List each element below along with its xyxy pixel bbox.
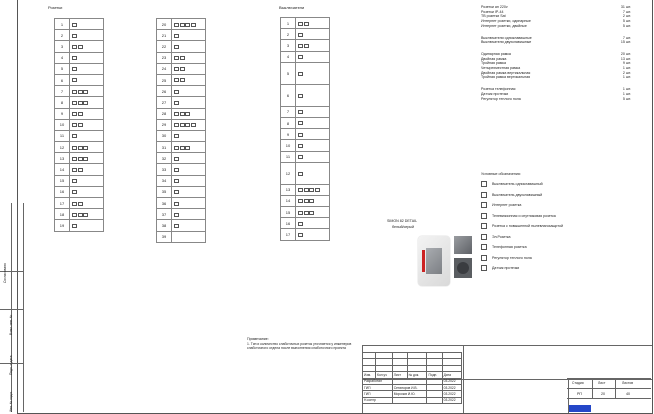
table-row bbox=[281, 184, 330, 195]
table-row bbox=[281, 62, 330, 84]
socket-symbol-icon bbox=[296, 140, 330, 151]
product-socket-image bbox=[454, 258, 472, 278]
table-row bbox=[55, 63, 104, 74]
table-row bbox=[55, 119, 104, 130]
socket-symbol-icon bbox=[172, 119, 206, 130]
side-stamp bbox=[0, 203, 24, 412]
socket-symbol-icon bbox=[70, 130, 104, 141]
summary-item-value: 9 шт. bbox=[622, 61, 631, 66]
socket-symbol-icon bbox=[70, 52, 104, 63]
socket-symbol-icon bbox=[172, 41, 206, 52]
legend-item-label: Эл.Розетка bbox=[492, 234, 511, 239]
product-color: белый/серый bbox=[392, 225, 414, 229]
table-row bbox=[281, 51, 330, 62]
table-row bbox=[281, 106, 330, 117]
socket-symbol-icon bbox=[70, 142, 104, 153]
row-number: 9 bbox=[55, 108, 70, 119]
table-row bbox=[157, 52, 206, 63]
row-number: 6 bbox=[55, 74, 70, 85]
row-number: 37 bbox=[157, 209, 172, 220]
notes-title: Примечание: bbox=[247, 337, 269, 341]
summary-item-label: Регулятор теплого пола bbox=[481, 96, 521, 101]
summary-item-label: Тройная рамка bbox=[481, 61, 507, 66]
legend-item-label: Розетка с повышенной пылевлагозащитой bbox=[492, 224, 564, 228]
socket-symbol-icon bbox=[172, 231, 206, 242]
legend-item-label: Выключатель одноклавишный bbox=[492, 182, 543, 186]
legend-item-label: Датчик протечки bbox=[492, 266, 520, 270]
phone-socket-icon bbox=[481, 244, 487, 250]
switch-2-icon bbox=[481, 192, 487, 198]
socket-symbol-icon bbox=[296, 184, 330, 195]
socket-symbol-icon bbox=[172, 30, 206, 41]
table-row bbox=[55, 41, 104, 52]
stamp-signature bbox=[427, 397, 442, 403]
summary-item-value: 5 шт. bbox=[622, 19, 631, 24]
socket-symbol-icon bbox=[70, 175, 104, 186]
table-row bbox=[281, 195, 330, 206]
socket-symbol-icon bbox=[296, 62, 330, 84]
product-key-image bbox=[454, 236, 472, 254]
legend-item-label: Телефонная розетка bbox=[492, 245, 527, 249]
table-row bbox=[157, 142, 206, 153]
table-row bbox=[55, 19, 104, 30]
legend-item-label: Интернет розетка bbox=[492, 203, 522, 207]
stamp-header: Лист bbox=[392, 372, 407, 378]
table-row bbox=[157, 209, 206, 220]
row-number: 8 bbox=[281, 117, 296, 128]
table-row bbox=[281, 162, 330, 184]
row-number: 6 bbox=[281, 84, 296, 106]
socket-symbol-icon bbox=[296, 84, 330, 106]
table-row bbox=[157, 97, 206, 108]
sockets-table-right bbox=[156, 18, 206, 243]
legend-item-label: Регулятор теплого пола bbox=[492, 255, 532, 260]
table-row bbox=[55, 198, 104, 209]
socket-symbol-icon bbox=[70, 30, 104, 41]
socket-symbol-icon bbox=[70, 119, 104, 130]
row-number: 17 bbox=[281, 229, 296, 240]
power-socket-icon bbox=[481, 234, 487, 240]
summary-item-label: Розетки ап 220v bbox=[481, 5, 508, 9]
summary-item-value: 7 шт. bbox=[622, 9, 631, 14]
row-number: 12 bbox=[55, 142, 70, 153]
sockets-title: Розетки bbox=[48, 5, 63, 10]
socket-symbol-icon bbox=[296, 106, 330, 117]
switch-1-icon bbox=[481, 181, 487, 187]
table-row bbox=[55, 220, 104, 231]
internet-socket-icon bbox=[481, 202, 487, 208]
product-name: SIMON 82 DETAIL bbox=[387, 219, 418, 223]
table-row bbox=[281, 117, 330, 128]
table-row bbox=[157, 153, 206, 164]
row-number: 9 bbox=[281, 129, 296, 140]
table-row bbox=[157, 175, 206, 186]
table-row bbox=[157, 186, 206, 197]
table-row bbox=[55, 52, 104, 63]
stamp-role: ГИП bbox=[363, 391, 393, 397]
summary-item-value: 1 шт. bbox=[622, 87, 631, 92]
table-row bbox=[55, 108, 104, 119]
stamp-name: Морозов И.Ю. bbox=[392, 391, 427, 397]
stamp-date: 03.2022 bbox=[442, 378, 461, 384]
row-number: 21 bbox=[157, 30, 172, 41]
summary-item bbox=[481, 24, 631, 29]
table-row bbox=[55, 30, 104, 41]
switches-table bbox=[280, 17, 330, 241]
row-number: 31 bbox=[157, 142, 172, 153]
table-row bbox=[281, 151, 330, 162]
summary-item-label: Двойная рамка вертикальная bbox=[481, 70, 531, 75]
socket-symbol-icon bbox=[296, 18, 330, 29]
socket-symbol-icon bbox=[70, 63, 104, 74]
table-row bbox=[157, 231, 206, 242]
side-stamp-orig: Инв. № подл. bbox=[9, 391, 13, 412]
row-number: 32 bbox=[157, 153, 172, 164]
socket-symbol-icon bbox=[70, 74, 104, 85]
socket-symbol-icon bbox=[70, 186, 104, 197]
table-row bbox=[55, 186, 104, 197]
socket-symbol-icon bbox=[172, 186, 206, 197]
table-row bbox=[281, 218, 330, 229]
row-number: 8 bbox=[55, 97, 70, 108]
row-number: 4 bbox=[281, 51, 296, 62]
socket-symbol-icon bbox=[172, 175, 206, 186]
table-row bbox=[157, 119, 206, 130]
socket-symbol-icon bbox=[172, 19, 206, 30]
socket-symbol-icon bbox=[70, 209, 104, 220]
stage-value: РП bbox=[577, 392, 582, 396]
socket-symbol-icon bbox=[70, 108, 104, 119]
summary-item-value: 5 шт. bbox=[622, 23, 631, 28]
socket-symbol-icon bbox=[70, 198, 104, 209]
summary-item-value: 1 шт. bbox=[622, 75, 631, 80]
table-row bbox=[55, 209, 104, 220]
table-row bbox=[55, 142, 104, 153]
socket-symbol-icon bbox=[70, 19, 104, 30]
table-row bbox=[55, 86, 104, 97]
summary-item bbox=[481, 40, 631, 45]
row-number: 26 bbox=[157, 86, 172, 97]
stamp-name: Сенаторов И.В. bbox=[392, 384, 427, 390]
legend-item-label: Телевизионная и спутниковая розетка bbox=[492, 213, 556, 218]
row-number: 13 bbox=[55, 153, 70, 164]
socket-symbol-icon bbox=[70, 86, 104, 97]
table-row bbox=[281, 207, 330, 218]
row-number: 28 bbox=[157, 108, 172, 119]
row-number: 16 bbox=[55, 186, 70, 197]
row-number: 1 bbox=[281, 18, 296, 29]
summary-item-value: 1 шт. bbox=[622, 91, 631, 96]
row-number: 39 bbox=[157, 231, 172, 242]
row-number: 2 bbox=[281, 29, 296, 40]
summary-item-value: 15 шт. bbox=[620, 40, 631, 45]
summary-item-label: Датчик протечки bbox=[481, 91, 509, 96]
table-row bbox=[281, 29, 330, 40]
table-row bbox=[55, 74, 104, 85]
table-row bbox=[157, 86, 206, 97]
sheet-label: Лист bbox=[598, 381, 606, 385]
row-number: 2 bbox=[55, 30, 70, 41]
table-row bbox=[55, 153, 104, 164]
ip44-socket-icon bbox=[481, 223, 487, 229]
table-row bbox=[55, 164, 104, 175]
row-number: 22 bbox=[157, 41, 172, 52]
table-row bbox=[157, 30, 206, 41]
socket-symbol-icon bbox=[296, 218, 330, 229]
table-row bbox=[281, 84, 330, 106]
stamp-role: Н.контр bbox=[363, 397, 393, 403]
socket-symbol-icon bbox=[172, 209, 206, 220]
table-row bbox=[55, 97, 104, 108]
title-block-signatures bbox=[362, 352, 462, 404]
tv-socket-icon bbox=[481, 213, 487, 219]
row-number: 7 bbox=[281, 106, 296, 117]
row-number: 36 bbox=[157, 198, 172, 209]
socket-symbol-icon bbox=[70, 164, 104, 175]
socket-symbol-icon bbox=[296, 229, 330, 240]
row-number: 14 bbox=[55, 164, 70, 175]
summary-item-value: 20 шт. bbox=[620, 51, 631, 56]
table-row bbox=[157, 164, 206, 175]
table-row bbox=[281, 40, 330, 51]
socket-symbol-icon bbox=[296, 207, 330, 218]
table-row bbox=[281, 129, 330, 140]
table-row bbox=[157, 108, 206, 119]
summary-item-label: ТВ розетки Sat bbox=[481, 14, 506, 19]
table-row bbox=[157, 74, 206, 85]
table-row bbox=[157, 130, 206, 141]
side-stamp-agreed: Согласовано bbox=[3, 263, 7, 283]
stamp-header: Изм. bbox=[363, 372, 376, 378]
row-number: 15 bbox=[55, 175, 70, 186]
summary-item-label: Интернет розетки, одинарные bbox=[481, 19, 531, 24]
sockets-table-left bbox=[54, 18, 104, 232]
socket-symbol-icon bbox=[296, 29, 330, 40]
summary-item-label: Интернет розетки, двойные bbox=[481, 23, 527, 28]
stamp-date: 03.2022 bbox=[442, 397, 461, 403]
summary-item-label: Двойная рамка bbox=[481, 56, 507, 61]
row-number: 27 bbox=[157, 97, 172, 108]
row-number: 29 bbox=[157, 119, 172, 130]
summary-item bbox=[481, 97, 631, 102]
row-number: 20 bbox=[157, 19, 172, 30]
socket-symbol-icon bbox=[296, 151, 330, 162]
sheets-label: Листов bbox=[622, 381, 634, 385]
row-number: 23 bbox=[157, 52, 172, 63]
socket-symbol-icon bbox=[172, 198, 206, 209]
socket-symbol-icon bbox=[172, 74, 206, 85]
socket-symbol-icon bbox=[172, 153, 206, 164]
floor-regulator-icon bbox=[481, 255, 487, 261]
table-row bbox=[157, 41, 206, 52]
socket-symbol-icon bbox=[172, 52, 206, 63]
row-number: 3 bbox=[281, 40, 296, 51]
summary-item-label: Розетки IP-44 bbox=[481, 9, 504, 14]
sheets-value: 40 bbox=[626, 392, 630, 396]
table-row bbox=[157, 198, 206, 209]
socket-symbol-icon bbox=[172, 63, 206, 74]
row-number: 18 bbox=[55, 209, 70, 220]
socket-symbol-icon bbox=[296, 40, 330, 51]
leak-sensor-icon bbox=[481, 265, 487, 271]
socket-symbol-icon bbox=[172, 220, 206, 231]
stamp-header: № док. bbox=[407, 372, 427, 378]
legend-title: Условные обозначения: bbox=[481, 172, 521, 176]
side-stamp-sign: Подп. и дата bbox=[9, 355, 13, 375]
product-frame-image bbox=[418, 236, 450, 286]
row-number: 1 bbox=[55, 19, 70, 30]
legend-item-label: Выключатель двухклавишный bbox=[492, 192, 543, 197]
summary-item-value: 2 шт. bbox=[622, 14, 631, 19]
table-row bbox=[157, 63, 206, 74]
socket-symbol-icon bbox=[70, 153, 104, 164]
summary-item-value: 13 шт. bbox=[620, 56, 631, 61]
summary-item-label: Выключатели одноклавишные bbox=[481, 35, 532, 40]
notes-text: 1. Тип и количество слаботочных розеток уточняется у инженеров слаботочного отдела после выполнения слаботочного проекта bbox=[247, 342, 352, 351]
row-number: 3 bbox=[55, 41, 70, 52]
stamp-header: Подп. bbox=[427, 372, 442, 378]
switches-title: Выключатели bbox=[279, 5, 305, 10]
table-row bbox=[281, 140, 330, 151]
socket-symbol-icon bbox=[70, 41, 104, 52]
row-number: 30 bbox=[157, 130, 172, 141]
row-number: 24 bbox=[157, 63, 172, 74]
row-number: 19 bbox=[55, 220, 70, 231]
row-number: 25 bbox=[157, 74, 172, 85]
row-number: 10 bbox=[281, 140, 296, 151]
stamp-date: 03.2022 bbox=[442, 384, 461, 390]
socket-symbol-icon bbox=[172, 108, 206, 119]
row-number: 5 bbox=[55, 63, 70, 74]
sheet-value: 20 bbox=[601, 392, 605, 396]
row-number: 34 bbox=[157, 175, 172, 186]
summary-item-label: Одинарная рамка bbox=[481, 51, 511, 56]
company-logo bbox=[569, 405, 591, 412]
row-number: 11 bbox=[55, 130, 70, 141]
stamp-role: Разработал bbox=[363, 378, 393, 384]
summary-item-value: 1 шт. bbox=[622, 66, 631, 70]
socket-symbol-icon bbox=[172, 142, 206, 153]
row-number: 12 bbox=[281, 162, 296, 184]
table-row bbox=[157, 220, 206, 231]
stamp-name bbox=[392, 397, 427, 403]
socket-symbol-icon bbox=[172, 164, 206, 175]
summary-item-label: Тройная рамка вертикальная bbox=[481, 75, 531, 80]
summary-item-value: 5 шт. bbox=[622, 96, 631, 101]
table-row bbox=[55, 175, 104, 186]
stage-label: Стадия bbox=[572, 381, 584, 385]
table-row bbox=[157, 19, 206, 30]
side-stamp-inv: Взам. инв. № bbox=[9, 314, 13, 335]
row-number: 4 bbox=[55, 52, 70, 63]
stamp-role: ГИП bbox=[363, 384, 393, 390]
summary-item-label: Розетка телефонная bbox=[481, 87, 516, 92]
summary-item-value: 31 шт. bbox=[620, 5, 631, 9]
summary-item bbox=[481, 75, 631, 80]
row-number: 15 bbox=[281, 207, 296, 218]
row-number: 11 bbox=[281, 151, 296, 162]
summary-item-label: Выключатели двухклавишные bbox=[481, 40, 532, 45]
table-row bbox=[281, 18, 330, 29]
row-number: 16 bbox=[281, 218, 296, 229]
socket-symbol-icon bbox=[172, 130, 206, 141]
table-row bbox=[281, 229, 330, 240]
stamp-header: Кол.уч bbox=[376, 372, 393, 378]
summary-item-value: 7 шт. bbox=[622, 35, 631, 40]
socket-symbol-icon bbox=[296, 129, 330, 140]
socket-symbol-icon bbox=[70, 220, 104, 231]
socket-symbol-icon bbox=[296, 195, 330, 206]
socket-symbol-icon bbox=[70, 97, 104, 108]
socket-symbol-icon bbox=[172, 97, 206, 108]
row-number: 35 bbox=[157, 186, 172, 197]
row-number: 38 bbox=[157, 220, 172, 231]
stamp-row bbox=[363, 397, 462, 403]
row-number: 5 bbox=[281, 62, 296, 84]
stamp-date: 03.2022 bbox=[442, 391, 461, 397]
socket-symbol-icon bbox=[296, 51, 330, 62]
socket-symbol-icon bbox=[172, 86, 206, 97]
row-number: 14 bbox=[281, 195, 296, 206]
table-row bbox=[55, 130, 104, 141]
summary-item-value: 2 шт. bbox=[622, 70, 631, 75]
stamp-header: Дата bbox=[442, 372, 461, 378]
row-number: 7 bbox=[55, 86, 70, 97]
row-number: 13 bbox=[281, 184, 296, 195]
row-number: 10 bbox=[55, 119, 70, 130]
socket-symbol-icon bbox=[296, 162, 330, 184]
socket-symbol-icon bbox=[296, 117, 330, 128]
summary-item-label: Четырехместная рамка bbox=[481, 66, 521, 70]
row-number: 17 bbox=[55, 198, 70, 209]
row-number: 33 bbox=[157, 164, 172, 175]
